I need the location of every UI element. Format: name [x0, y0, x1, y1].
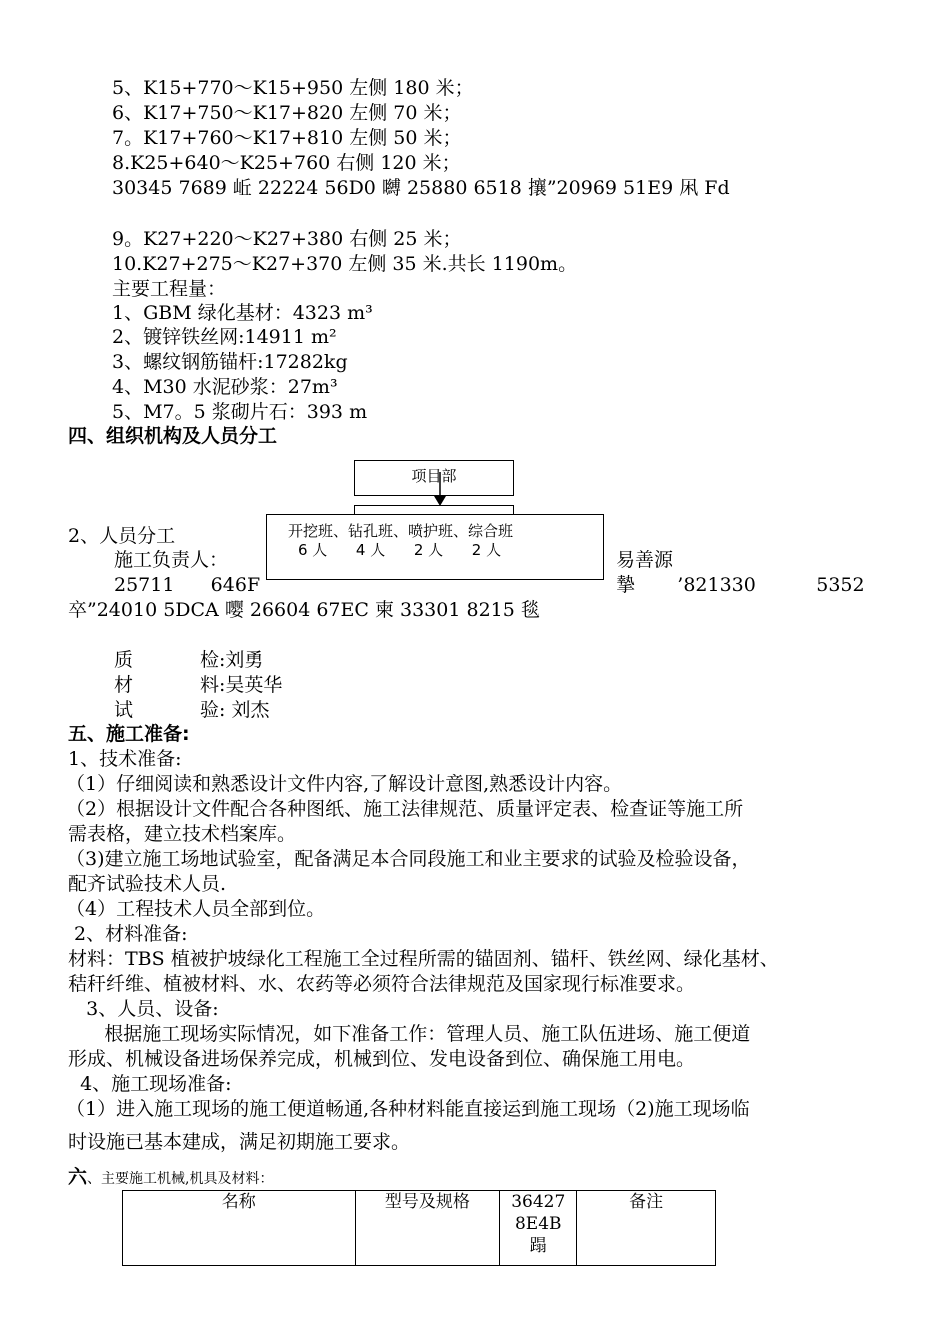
garbled-line: 卒”24010 5DCA 嘤 26604 67EC 柬 33301 8215 毯 — [68, 599, 540, 621]
garbled-line: 摯 ’821330 5352 — [616, 574, 865, 596]
org-box-label: 项目部 — [411, 467, 457, 485]
text-line: 5、K15+770～K15+950 左侧 180 米； — [112, 77, 474, 99]
role-value: : 刘杰 — [219, 699, 270, 721]
text-line: 2、镀锌铁丝网:14911 m² — [112, 326, 337, 348]
section-heading-text: 、主要施工机械,机具及材料： — [87, 1171, 274, 1187]
text-line: （4）工程技术人员全部到位。 — [66, 898, 326, 920]
text-line: 3、螺纹钢筋锚杆:17282kg — [112, 351, 348, 373]
text-line: 1、GBM 绿化基材：4323 m³ — [112, 302, 373, 324]
text-line: 根据施工现场实际情况，如下准备工作：管理人员、施工队伍进场、施工便道 — [68, 1023, 751, 1045]
text-line: 8.K25+640～K25+760 右侧 120 米； — [112, 152, 461, 174]
text-line: 材料：TBS 植被护坡绿化工程施工全过程所需的锚固剂、锚杆、铁丝网、绿化基材、 — [68, 948, 779, 970]
role-char: 料 — [200, 674, 220, 696]
text-line: 2、材料准备: — [68, 923, 188, 945]
role-value: :吴英华 — [219, 674, 283, 696]
table-header-cell: 名称 — [123, 1191, 356, 1266]
role-char: 质 — [114, 649, 134, 671]
equipment-table — [122, 1190, 716, 1266]
role-char: 检 — [200, 649, 220, 671]
section-heading: 五、施工准备: — [68, 723, 190, 745]
text-line: 10.K27+275～K27+370 左侧 35 米.共长 1190m。 — [112, 253, 578, 275]
text-line: 6、K17+750～K17+820 左侧 70 米； — [112, 102, 462, 124]
text-line: 形成、机械设备进场保养完成，机械到位、发电设备到位、确保施工用电。 — [68, 1048, 696, 1070]
role-char: 材 — [114, 674, 134, 696]
section-heading — [68, 1165, 273, 1191]
text-line: （2）根据设计文件配合各种图纸、施工法律规范、质量评定表、检查证等施工所 — [66, 798, 744, 820]
lead-name: 易善源 — [616, 549, 674, 571]
role-char: 验 — [200, 699, 220, 721]
section-heading-number: 六 — [68, 1166, 88, 1188]
text-line: 时设施已基本建成，满足初期施工要求。 — [68, 1131, 411, 1153]
role-char: 试 — [114, 699, 134, 721]
org-teams-counts: 6 人 4 人 2 人 2 人 — [298, 541, 502, 559]
table-header-cell: 型号及规格 — [355, 1191, 500, 1266]
text-line: 主要工程量： — [112, 278, 227, 300]
text-line: 4、施工现场准备: — [68, 1073, 232, 1095]
table-header-cell: 36427 8E4B 蹋 — [500, 1191, 577, 1266]
text-line: 7。K17+760～K17+810 左侧 50 米； — [112, 127, 462, 149]
garbled-line: 25711 646F — [114, 574, 261, 596]
section-heading: 四、组织机构及人员分工 — [68, 425, 278, 447]
table-row — [123, 1191, 716, 1266]
text-line: 1、技术准备: — [68, 748, 182, 770]
staff-title: 2、人员分工 — [68, 525, 176, 547]
text-line: 配齐试验技术人员. — [68, 873, 227, 895]
text-line: 4、M30 水泥砂浆：27m³ — [112, 376, 338, 398]
text-line: （3)建立施工场地试验室，配备满足本合同段施工和业主要求的试验及检验设备， — [66, 848, 751, 870]
table-header-cell: 备注 — [577, 1191, 716, 1266]
org-teams-label: 开挖班、钻孔班、喷护班、综合班 — [288, 522, 514, 540]
text-line: 需表格，建立技术档案库。 — [68, 823, 297, 845]
text-line: 3、人员、设备: — [68, 998, 219, 1020]
text-line: 9。K27+220～K27+380 右侧 25 米； — [112, 228, 462, 250]
lead-label: 施工负责人： — [114, 549, 229, 571]
text-line: 30345 7689 岴 22224 56D0 嚩 25880 6518 攘”20969 51E9 凩 Fd — [112, 177, 730, 199]
text-line: 秸秆纤维、植被材料、水、农药等必须符合法律规范及国家现行标准要求。 — [68, 973, 696, 995]
role-value: :刘勇 — [219, 649, 264, 671]
text-line: （1）进入施工现场的施工便道畅通,各种材料能直接运到施工现场（2)施工现场临 — [66, 1098, 750, 1120]
text-line: （1）仔细阅读和熟悉设计文件内容,了解设计意图,熟悉设计内容。 — [66, 773, 623, 795]
text-line: 5、M7。5 浆砌片石：393 m — [112, 401, 368, 423]
